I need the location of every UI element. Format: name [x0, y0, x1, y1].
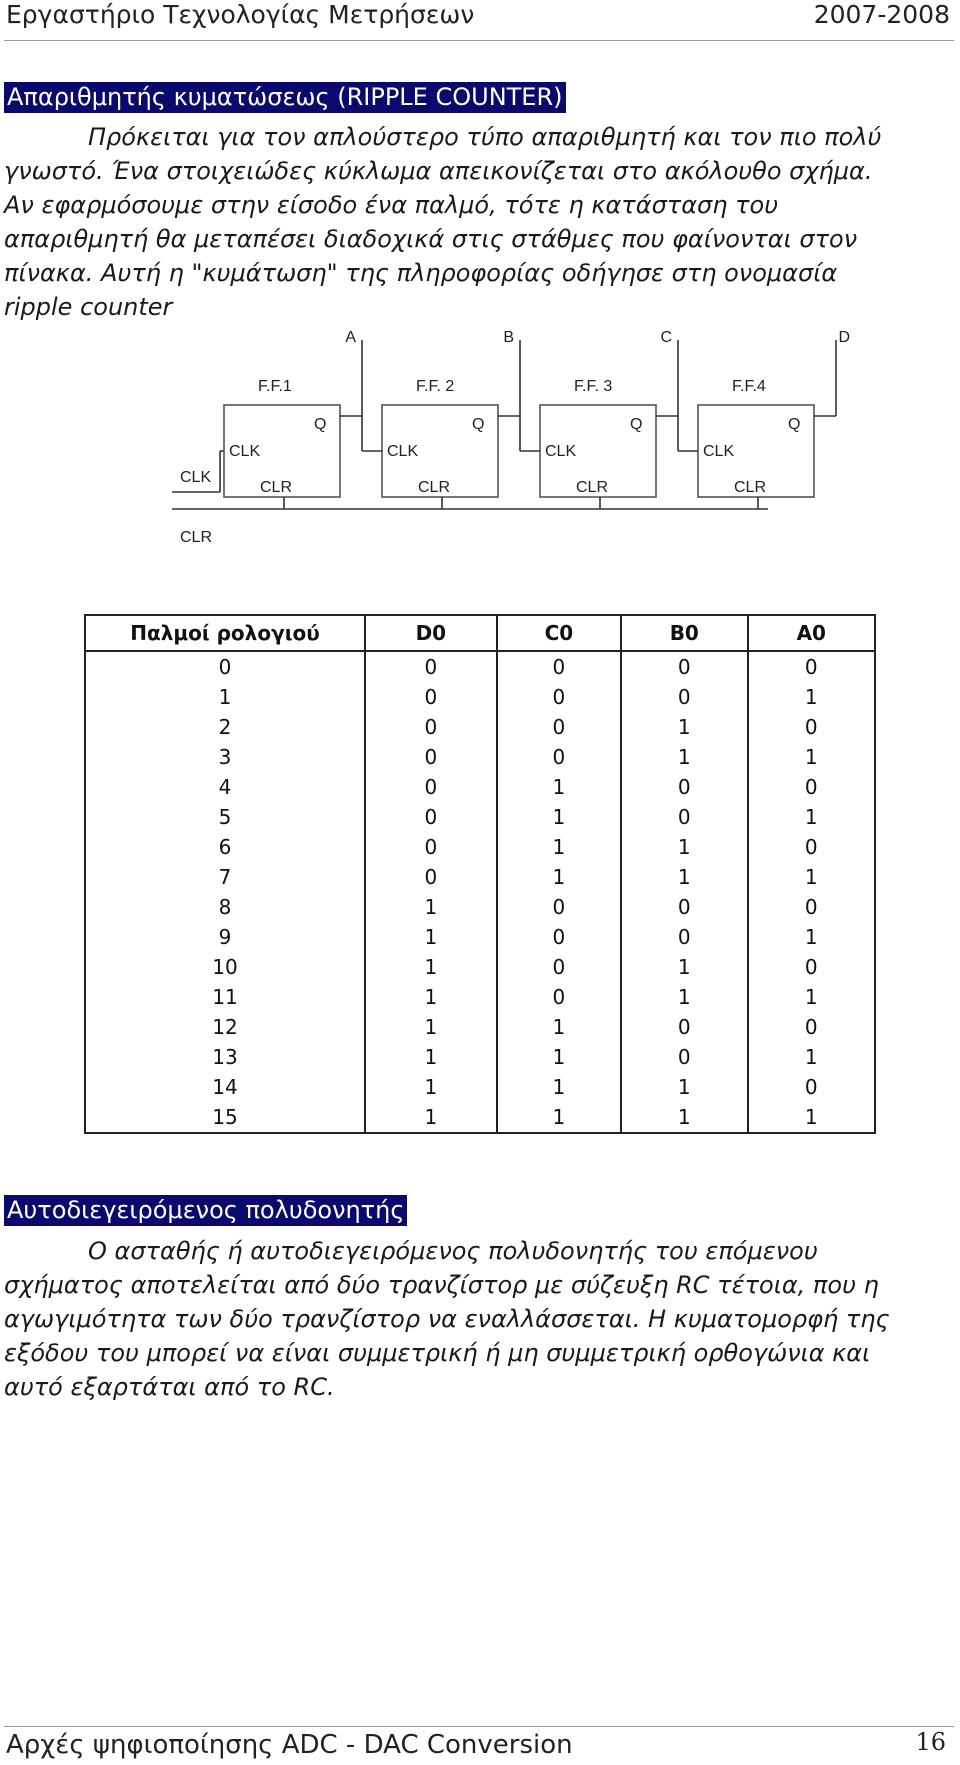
table-cell: 1 [365, 982, 497, 1012]
table-cell: 0 [621, 651, 748, 682]
paragraph-line: εξόδου του μπορεί να είναι συμμετρική ή μη συμμετρική ορθογώνια και [4, 1339, 871, 1367]
paragraph-line: αγωγιμότητα των δύο τρανζίστορ να εναλλάσσεται. Η κυματομορφή της [4, 1305, 890, 1333]
table-cell: 1 [621, 952, 748, 982]
table-row [85, 682, 875, 712]
paragraph-line: απαριθμητή θα μεταπέσει διαδοχικά στις στάθμες που φαίνονται στον [4, 225, 858, 253]
table-cell: 0 [365, 712, 497, 742]
table-row [85, 651, 875, 682]
table-cell: 8 [218, 895, 232, 919]
table-cell: 12 [212, 1015, 238, 1039]
table-cell: 14 [212, 1075, 238, 1099]
table-cell: 0 [497, 712, 621, 742]
table-row [85, 772, 875, 802]
header-year: 2007-2008 [813, 0, 950, 29]
table-cell: 0 [748, 952, 875, 982]
table-cell: 0 [497, 982, 621, 1012]
table-cell: 1 [218, 685, 232, 709]
table-cell: 1 [365, 892, 497, 922]
table-cell: 0 [621, 1012, 748, 1042]
ff-label-2: F.F. 2 [416, 378, 455, 395]
table-cell: 1 [748, 802, 875, 832]
table-cell: 4 [218, 775, 232, 799]
q-label: Q [472, 416, 485, 433]
table-row [85, 802, 875, 832]
footer-divider [4, 1726, 954, 1727]
table-cell: 1 [365, 1072, 497, 1102]
table-cell: 1 [365, 922, 497, 952]
output-label-a: A [345, 329, 356, 346]
table-cell: 0 [497, 892, 621, 922]
table-cell: 0 [497, 651, 621, 682]
clr-pin-label: CLR [418, 479, 451, 496]
ripple-counter-paragraph [4, 120, 956, 324]
paragraph-line: Αν εφαρμόσουμε στην είσοδο ένα παλμό, τότε η κατάσταση του [4, 191, 779, 219]
page-number: 16 [915, 1728, 946, 1756]
q-label: Q [314, 416, 327, 433]
table-cell: 0 [365, 651, 497, 682]
output-label-c: C [660, 329, 672, 346]
table-cell: 0 [621, 802, 748, 832]
table-cell: 0 [748, 1012, 875, 1042]
table-row [85, 742, 875, 772]
clr-input-label: CLR [180, 529, 213, 546]
table-row [85, 1072, 875, 1102]
table-cell: 15 [212, 1105, 238, 1129]
column-header-a0: A0 [748, 615, 875, 651]
table-cell: 1 [748, 1042, 875, 1072]
table-cell: 1 [497, 802, 621, 832]
table-cell: 1 [621, 742, 748, 772]
table-cell: 1 [365, 1042, 497, 1072]
table-cell: 1 [748, 742, 875, 772]
ripple-counter-circuit [168, 320, 868, 580]
table-cell: 0 [497, 922, 621, 952]
column-header-d0: D0 [365, 615, 497, 651]
paragraph-line: αυτό εξαρτάται από το RC. [4, 1373, 335, 1401]
table-cell: 0 [748, 892, 875, 922]
clr-pin-label: CLR [260, 479, 293, 496]
table-cell: 0 [748, 832, 875, 862]
table-cell: 0 [748, 1072, 875, 1102]
table-cell: 1 [365, 952, 497, 982]
q-label: Q [630, 416, 643, 433]
table-row [85, 952, 875, 982]
table-cell: 0 [365, 832, 497, 862]
clr-pin-label: CLR [734, 479, 767, 496]
table-cell: 1 [621, 1102, 748, 1133]
truth-table [84, 614, 876, 1134]
section-heading-multivibrator: Αυτοδιεγειρόμενος πολυδονητής [4, 1195, 407, 1226]
table-cell: 2 [218, 715, 232, 739]
table-row [85, 1042, 875, 1072]
table-cell: 1 [621, 862, 748, 892]
section-heading-ripple-counter: Απαριθμητής κυματώσεως (RIPPLE COUNTER) [4, 82, 566, 113]
table-row [85, 922, 875, 952]
table-cell: 0 [365, 742, 497, 772]
clk-pin-label: CLK [545, 443, 577, 460]
table-cell: 11 [212, 985, 238, 1009]
ff-label-3: F.F. 3 [574, 378, 613, 395]
ff-label-1: F.F.1 [258, 378, 292, 395]
paragraph-line: Πρόκειται για τον απλούστερο τύπο απαριθμητή και τον πιο πολύ [88, 123, 882, 151]
paragraph-line: ripple counter [4, 293, 173, 321]
paragraph-line: γνωστό. Ένα στοιχειώδες κύκλωμα απεικονίζεται στο ακόλουθο σχήμα. [4, 157, 873, 185]
table-cell: 0 [365, 862, 497, 892]
table-cell: 0 [748, 651, 875, 682]
output-label-d: D [838, 329, 850, 346]
table-cell: 6 [218, 835, 232, 859]
table-cell: 1 [621, 712, 748, 742]
multivibrator-paragraph [4, 1234, 956, 1404]
paragraph-line: πίνακα. Αυτή η "κυμάτωση" της πληροφορίας οδήγησε στη ονομασία [4, 259, 838, 287]
output-label-b: B [503, 329, 514, 346]
table-cell: 0 [497, 682, 621, 712]
table-cell: 0 [365, 802, 497, 832]
table-row [85, 712, 875, 742]
table-row [85, 1102, 875, 1133]
table-cell: 1 [365, 1102, 497, 1133]
clr-pin-label: CLR [576, 479, 609, 496]
clk-pin-label: CLK [387, 443, 419, 460]
table-cell: 1 [497, 1042, 621, 1072]
table-cell: 1 [621, 982, 748, 1012]
header-title: Εργαστήριο Τεχνολογίας Μετρήσεων [6, 0, 475, 29]
table-cell: 1 [497, 1102, 621, 1133]
table-cell: 1 [748, 862, 875, 892]
table-cell: 5 [218, 805, 232, 829]
table-cell: 13 [212, 1045, 238, 1069]
table-cell: 0 [621, 1042, 748, 1072]
table-cell: 1 [497, 1072, 621, 1102]
table-cell: 7 [218, 865, 232, 889]
table-cell: 1 [748, 682, 875, 712]
header-divider [4, 40, 954, 41]
table-row [85, 892, 875, 922]
table-cell: 9 [218, 925, 232, 949]
table-cell: 1 [497, 772, 621, 802]
footer-title: Αρχές ψηφιοποίησης ADC - DAC Conversion [6, 1730, 573, 1760]
table-cell: 0 [621, 892, 748, 922]
table-cell: 0 [621, 772, 748, 802]
table-cell: 0 [365, 682, 497, 712]
table-cell: 1 [621, 832, 748, 862]
q-label: Q [788, 416, 801, 433]
table-cell: 0 [621, 922, 748, 952]
clk-pin-label: CLK [229, 443, 261, 460]
column-header-c0: C0 [497, 615, 621, 651]
table-row [85, 1012, 875, 1042]
table-cell: 0 [497, 952, 621, 982]
ff-label-4: F.F.4 [732, 378, 766, 395]
table-cell: 10 [212, 955, 238, 979]
table-row [85, 832, 875, 862]
table-cell: 1 [497, 832, 621, 862]
table-cell: 0 [621, 682, 748, 712]
table-cell: 0 [748, 772, 875, 802]
table-header-row [85, 615, 875, 651]
table-cell: 0 [218, 655, 232, 679]
column-header-clock-pulses: Παλμοί ρολογιού [85, 615, 365, 651]
table-cell: 1 [748, 982, 875, 1012]
column-header-b0: B0 [621, 615, 748, 651]
table-cell: 0 [365, 772, 497, 802]
table-cell: 1 [748, 1102, 875, 1133]
table-cell: 1 [365, 1012, 497, 1042]
table-cell: 0 [497, 742, 621, 772]
table-row [85, 982, 875, 1012]
paragraph-line: σχήματος αποτελείται από δύο τρανζίστορ με σύζευξη RC τέτοια, που η [4, 1271, 879, 1299]
table-cell: 1 [748, 922, 875, 952]
table-row [85, 862, 875, 892]
clk-pin-label: CLK [703, 443, 735, 460]
table-cell: 3 [218, 745, 232, 769]
table-cell: 1 [497, 1012, 621, 1042]
table-cell: 1 [621, 1072, 748, 1102]
table-cell: 0 [748, 712, 875, 742]
clk-input-label: CLK [180, 469, 212, 486]
paragraph-line: Ο ασταθής ή αυτοδιεγειρόμενος πολυδονητής του επόμενου [88, 1237, 818, 1265]
table-cell: 1 [497, 862, 621, 892]
